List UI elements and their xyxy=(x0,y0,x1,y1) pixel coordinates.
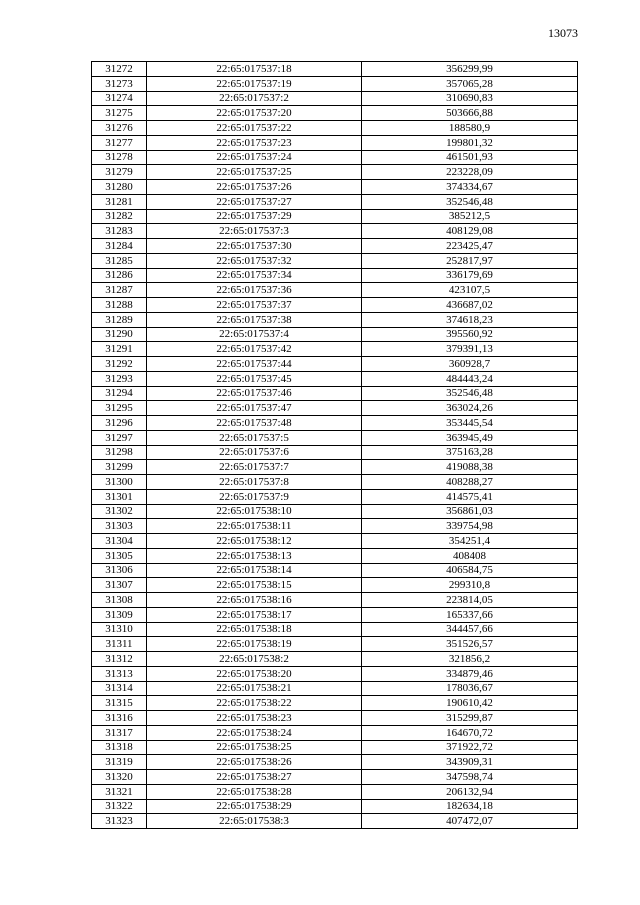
value-cell: 423107,5 xyxy=(362,283,578,298)
table-row xyxy=(92,268,578,283)
cadastral-number-cell: 22:65:017538:26 xyxy=(147,755,362,770)
cadastral-number-cell: 22:65:017537:36 xyxy=(147,283,362,298)
value-cell: 363945,49 xyxy=(362,430,578,445)
row-number-cell: 31276 xyxy=(92,121,147,136)
cadastral-number-cell: 22:65:017537:48 xyxy=(147,416,362,431)
table-row xyxy=(92,460,578,475)
row-number-cell: 31303 xyxy=(92,519,147,534)
row-number-cell: 31278 xyxy=(92,150,147,165)
table-row xyxy=(92,342,578,357)
row-number-cell: 31311 xyxy=(92,637,147,652)
row-number-cell: 31301 xyxy=(92,489,147,504)
table-row xyxy=(92,740,578,755)
value-cell: 385212,5 xyxy=(362,209,578,224)
value-cell: 406584,75 xyxy=(362,563,578,578)
cadastral-number-cell: 22:65:017538:23 xyxy=(147,711,362,726)
cadastral-number-cell: 22:65:017537:34 xyxy=(147,268,362,283)
cadastral-number-cell: 22:65:017537:38 xyxy=(147,312,362,327)
value-cell: 353445,54 xyxy=(362,416,578,431)
value-cell: 414575,41 xyxy=(362,489,578,504)
table-row xyxy=(92,534,578,549)
row-number-cell: 31296 xyxy=(92,416,147,431)
cadastral-number-cell: 22:65:017537:7 xyxy=(147,460,362,475)
row-number-cell: 31312 xyxy=(92,652,147,667)
value-cell: 379391,13 xyxy=(362,342,578,357)
table-row xyxy=(92,593,578,608)
value-cell: 408288,27 xyxy=(362,475,578,490)
table-row xyxy=(92,239,578,254)
cadastral-number-cell: 22:65:017538:12 xyxy=(147,534,362,549)
row-number-cell: 31294 xyxy=(92,386,147,401)
table-row xyxy=(92,725,578,740)
table-row xyxy=(92,253,578,268)
table-row xyxy=(92,666,578,681)
row-number-cell: 31282 xyxy=(92,209,147,224)
row-number-cell: 31322 xyxy=(92,799,147,814)
cadastral-number-cell: 22:65:017537:45 xyxy=(147,371,362,386)
row-number-cell: 31323 xyxy=(92,814,147,829)
value-cell: 503666,88 xyxy=(362,106,578,121)
row-number-cell: 31284 xyxy=(92,239,147,254)
value-cell: 310690,83 xyxy=(362,91,578,106)
table-row xyxy=(92,652,578,667)
table-row xyxy=(92,371,578,386)
cadastral-number-cell: 22:65:017537:5 xyxy=(147,430,362,445)
table-row xyxy=(92,180,578,195)
registry-table-body xyxy=(92,62,578,829)
value-cell: 461501,93 xyxy=(362,150,578,165)
cadastral-number-cell: 22:65:017537:46 xyxy=(147,386,362,401)
value-cell: 344457,66 xyxy=(362,622,578,637)
row-number-cell: 31277 xyxy=(92,135,147,150)
table-row xyxy=(92,519,578,534)
cadastral-number-cell: 22:65:017537:19 xyxy=(147,76,362,91)
value-cell: 343909,31 xyxy=(362,755,578,770)
row-number-cell: 31274 xyxy=(92,91,147,106)
cadastral-number-cell: 22:65:017537:44 xyxy=(147,357,362,372)
table-row xyxy=(92,755,578,770)
value-cell: 354251,4 xyxy=(362,534,578,549)
value-cell: 419088,38 xyxy=(362,460,578,475)
row-number-cell: 31319 xyxy=(92,755,147,770)
value-cell: 315299,87 xyxy=(362,711,578,726)
row-number-cell: 31313 xyxy=(92,666,147,681)
row-number-cell: 31273 xyxy=(92,76,147,91)
value-cell: 371922,72 xyxy=(362,740,578,755)
table-row xyxy=(92,770,578,785)
cadastral-number-cell: 22:65:017537:25 xyxy=(147,165,362,180)
value-cell: 178036,67 xyxy=(362,681,578,696)
row-number-cell: 31314 xyxy=(92,681,147,696)
row-number-cell: 31317 xyxy=(92,725,147,740)
cadastral-number-cell: 22:65:017537:30 xyxy=(147,239,362,254)
cadastral-number-cell: 22:65:017537:2 xyxy=(147,91,362,106)
row-number-cell: 31305 xyxy=(92,548,147,563)
row-number-cell: 31308 xyxy=(92,593,147,608)
table-row xyxy=(92,578,578,593)
row-number-cell: 31309 xyxy=(92,607,147,622)
table-row xyxy=(92,416,578,431)
value-cell: 206132,94 xyxy=(362,784,578,799)
value-cell: 334879,46 xyxy=(362,666,578,681)
table-row xyxy=(92,386,578,401)
value-cell: 356299,99 xyxy=(362,62,578,77)
cadastral-number-cell: 22:65:017538:28 xyxy=(147,784,362,799)
value-cell: 360928,7 xyxy=(362,357,578,372)
row-number-cell: 31292 xyxy=(92,357,147,372)
cadastral-number-cell: 22:65:017538:10 xyxy=(147,504,362,519)
row-number-cell: 31280 xyxy=(92,180,147,195)
cadastral-number-cell: 22:65:017538:24 xyxy=(147,725,362,740)
value-cell: 374334,67 xyxy=(362,180,578,195)
table-row xyxy=(92,135,578,150)
row-number-cell: 31299 xyxy=(92,460,147,475)
table-row xyxy=(92,489,578,504)
cadastral-number-cell: 22:65:017538:15 xyxy=(147,578,362,593)
row-number-cell: 31279 xyxy=(92,165,147,180)
value-cell: 339754,98 xyxy=(362,519,578,534)
cadastral-number-cell: 22:65:017538:29 xyxy=(147,799,362,814)
table-row xyxy=(92,475,578,490)
row-number-cell: 31290 xyxy=(92,327,147,342)
row-number-cell: 31283 xyxy=(92,224,147,239)
row-number-cell: 31316 xyxy=(92,711,147,726)
value-cell: 408129,08 xyxy=(362,224,578,239)
cadastral-number-cell: 22:65:017537:3 xyxy=(147,224,362,239)
table-row xyxy=(92,711,578,726)
cadastral-number-cell: 22:65:017537:20 xyxy=(147,106,362,121)
value-cell: 347598,74 xyxy=(362,770,578,785)
value-cell: 407472,07 xyxy=(362,814,578,829)
cadastral-number-cell: 22:65:017538:13 xyxy=(147,548,362,563)
cadastral-number-cell: 22:65:017537:29 xyxy=(147,209,362,224)
row-number-cell: 31295 xyxy=(92,401,147,416)
row-number-cell: 31320 xyxy=(92,770,147,785)
row-number-cell: 31321 xyxy=(92,784,147,799)
cadastral-number-cell: 22:65:017538:19 xyxy=(147,637,362,652)
cadastral-number-cell: 22:65:017538:11 xyxy=(147,519,362,534)
cadastral-number-cell: 22:65:017538:27 xyxy=(147,770,362,785)
value-cell: 357065,28 xyxy=(362,76,578,91)
row-number-cell: 31306 xyxy=(92,563,147,578)
row-number-cell: 31288 xyxy=(92,298,147,313)
row-number-cell: 31289 xyxy=(92,312,147,327)
row-number-cell: 31307 xyxy=(92,578,147,593)
table-row xyxy=(92,607,578,622)
cadastral-number-cell: 22:65:017538:14 xyxy=(147,563,362,578)
table-row xyxy=(92,681,578,696)
table-row xyxy=(92,696,578,711)
row-number-cell: 31315 xyxy=(92,696,147,711)
table-row xyxy=(92,298,578,313)
cadastral-number-cell: 22:65:017537:23 xyxy=(147,135,362,150)
page-number: 13073 xyxy=(548,26,578,40)
cadastral-number-cell: 22:65:017537:42 xyxy=(147,342,362,357)
table-row xyxy=(92,799,578,814)
table-row xyxy=(92,121,578,136)
cadastral-number-cell: 22:65:017537:22 xyxy=(147,121,362,136)
row-number-cell: 31272 xyxy=(92,62,147,77)
cadastral-number-cell: 22:65:017537:8 xyxy=(147,475,362,490)
row-number-cell: 31318 xyxy=(92,740,147,755)
value-cell: 199801,32 xyxy=(362,135,578,150)
value-cell: 223425,47 xyxy=(362,239,578,254)
table-row xyxy=(92,401,578,416)
value-cell: 321856,2 xyxy=(362,652,578,667)
row-number-cell: 31310 xyxy=(92,622,147,637)
value-cell: 182634,18 xyxy=(362,799,578,814)
table-row xyxy=(92,563,578,578)
table-row xyxy=(92,165,578,180)
cadastral-number-cell: 22:65:017537:27 xyxy=(147,194,362,209)
cadastral-number-cell: 22:65:017538:25 xyxy=(147,740,362,755)
cadastral-number-cell: 22:65:017537:26 xyxy=(147,180,362,195)
table-row xyxy=(92,637,578,652)
value-cell: 436687,02 xyxy=(362,298,578,313)
cadastral-number-cell: 22:65:017538:22 xyxy=(147,696,362,711)
cadastral-number-cell: 22:65:017537:18 xyxy=(147,62,362,77)
cadastral-number-cell: 22:65:017538:20 xyxy=(147,666,362,681)
cadastral-number-cell: 22:65:017538:3 xyxy=(147,814,362,829)
table-row xyxy=(92,622,578,637)
row-number-cell: 31286 xyxy=(92,268,147,283)
cadastral-number-cell: 22:65:017537:6 xyxy=(147,445,362,460)
value-cell: 352546,48 xyxy=(362,194,578,209)
value-cell: 299310,8 xyxy=(362,578,578,593)
value-cell: 252817,97 xyxy=(362,253,578,268)
value-cell: 356861,03 xyxy=(362,504,578,519)
cadastral-number-cell: 22:65:017537:4 xyxy=(147,327,362,342)
cadastral-number-cell: 22:65:017538:18 xyxy=(147,622,362,637)
cadastral-number-cell: 22:65:017538:16 xyxy=(147,593,362,608)
registry-table xyxy=(91,61,578,829)
table-row xyxy=(92,194,578,209)
cadastral-number-cell: 22:65:017538:21 xyxy=(147,681,362,696)
table-row xyxy=(92,357,578,372)
row-number-cell: 31302 xyxy=(92,504,147,519)
value-cell: 165337,66 xyxy=(362,607,578,622)
value-cell: 188580,9 xyxy=(362,121,578,136)
value-cell: 190610,42 xyxy=(362,696,578,711)
table-row xyxy=(92,548,578,563)
row-number-cell: 31304 xyxy=(92,534,147,549)
row-number-cell: 31297 xyxy=(92,430,147,445)
cadastral-number-cell: 22:65:017538:17 xyxy=(147,607,362,622)
table-row xyxy=(92,327,578,342)
row-number-cell: 31287 xyxy=(92,283,147,298)
value-cell: 336179,69 xyxy=(362,268,578,283)
table-row xyxy=(92,430,578,445)
table-row xyxy=(92,224,578,239)
value-cell: 375163,28 xyxy=(362,445,578,460)
table-row xyxy=(92,445,578,460)
table-row xyxy=(92,814,578,829)
cadastral-number-cell: 22:65:017537:32 xyxy=(147,253,362,268)
cadastral-number-cell: 22:65:017537:9 xyxy=(147,489,362,504)
table-row xyxy=(92,283,578,298)
value-cell: 351526,57 xyxy=(362,637,578,652)
row-number-cell: 31300 xyxy=(92,475,147,490)
cadastral-number-cell: 22:65:017537:24 xyxy=(147,150,362,165)
value-cell: 408408 xyxy=(362,548,578,563)
row-number-cell: 31281 xyxy=(92,194,147,209)
cadastral-number-cell: 22:65:017538:2 xyxy=(147,652,362,667)
value-cell: 223228,09 xyxy=(362,165,578,180)
table-row xyxy=(92,76,578,91)
table-row xyxy=(92,150,578,165)
table-row xyxy=(92,106,578,121)
row-number-cell: 31298 xyxy=(92,445,147,460)
value-cell: 164670,72 xyxy=(362,725,578,740)
value-cell: 352546,48 xyxy=(362,386,578,401)
row-number-cell: 31285 xyxy=(92,253,147,268)
value-cell: 223814,05 xyxy=(362,593,578,608)
table-row xyxy=(92,91,578,106)
value-cell: 484443,24 xyxy=(362,371,578,386)
cadastral-number-cell: 22:65:017537:37 xyxy=(147,298,362,313)
value-cell: 363024,26 xyxy=(362,401,578,416)
value-cell: 374618,23 xyxy=(362,312,578,327)
table-row xyxy=(92,312,578,327)
row-number-cell: 31291 xyxy=(92,342,147,357)
table-row xyxy=(92,209,578,224)
table-row xyxy=(92,62,578,77)
table-row xyxy=(92,784,578,799)
table-row xyxy=(92,504,578,519)
value-cell: 395560,92 xyxy=(362,327,578,342)
cadastral-number-cell: 22:65:017537:47 xyxy=(147,401,362,416)
row-number-cell: 31293 xyxy=(92,371,147,386)
row-number-cell: 31275 xyxy=(92,106,147,121)
